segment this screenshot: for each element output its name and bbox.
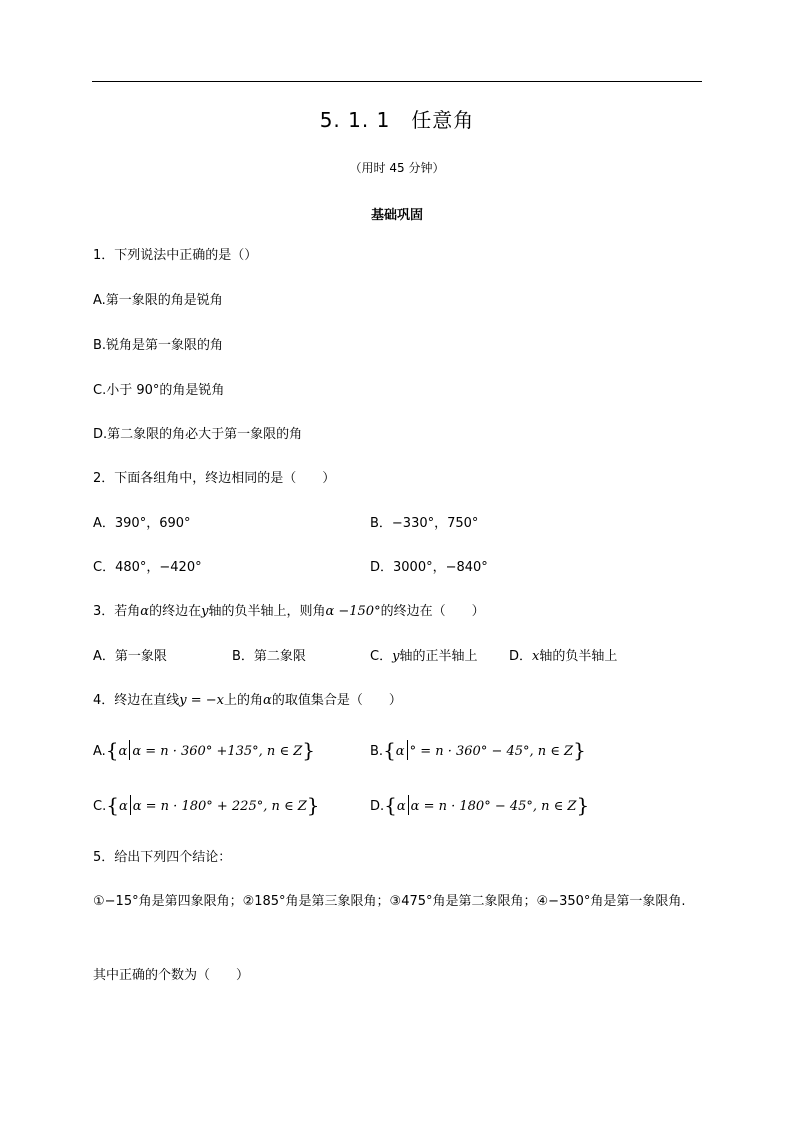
q2-option-d: D．3000°，−840° — [370, 560, 488, 575]
q5-statements: ①−15°角是第四象限角；②185°角是第三象限角；③475°角是第二象限角；④−350°角是第一象限角. — [93, 894, 686, 909]
right-brace: } — [576, 793, 590, 817]
q3-option-c — [370, 648, 477, 666]
q3-stem — [93, 603, 485, 621]
left-brace: { — [384, 793, 397, 817]
q4-option-c-label: C. — [93, 799, 107, 814]
set-variable: α — [118, 799, 128, 814]
q3-y: y — [201, 604, 209, 619]
q3-option-d-text: 轴的负半轴上 — [539, 649, 618, 664]
page-title: 5. 1. 1 任意角 — [319, 108, 475, 132]
q1-option-a: A.第一象限的角是锐角 — [93, 293, 223, 308]
q4-stem-part1: 4．终边在直线 — [93, 693, 180, 708]
q4-option-c — [93, 795, 320, 816]
q1-option-d: D.第二象限的角必大于第一象限的角 — [93, 427, 303, 442]
left-brace: { — [106, 793, 119, 817]
q3-option-c-prefix: C． — [370, 649, 393, 664]
set-bar — [408, 795, 409, 815]
q3-stem-part1: 3．若角 — [93, 604, 141, 619]
q4-option-b — [370, 740, 586, 761]
q4-option-a — [93, 740, 315, 761]
q4-option-c-set: α = n · 180° + 225°, n ∈ Z — [132, 799, 307, 814]
q4-stem — [93, 692, 402, 710]
q1-stem: 1．下列说法中正确的是（） — [93, 248, 258, 263]
q2-option-b: B．−330°，750° — [370, 516, 479, 531]
set-bar — [129, 740, 130, 760]
q5-ask: 其中正确的个数为（ ） — [93, 968, 250, 983]
section-heading: 基础巩固 — [370, 208, 423, 223]
right-brace: } — [306, 793, 320, 817]
left-brace: { — [105, 738, 119, 762]
q2-option-a: A．390°，690° — [93, 516, 191, 531]
set-variable: α — [395, 744, 405, 759]
q3-option-d-prefix: D． — [509, 649, 533, 664]
time-note: （用时 45 分钟） — [349, 161, 445, 175]
q3-alpha: α — [140, 604, 150, 619]
set-bar — [130, 795, 131, 815]
set-variable: α — [396, 799, 406, 814]
q4-option-b-set: ° = n · 360° − 45°, n ∈ Z — [409, 744, 574, 759]
q3-option-b: B．第二象限 — [232, 649, 306, 664]
q4-option-a-label: A. — [93, 744, 106, 759]
set-variable: α — [118, 744, 128, 759]
q2-stem: 2．下面各组角中，终边相同的是（ ） — [93, 471, 336, 486]
q2-option-c: C．480°，−420° — [93, 560, 202, 575]
q3-stem-part3: 轴的负半轴上，则角 — [208, 604, 326, 619]
q3-expr: α −150° — [325, 604, 381, 619]
q4-stem-part2: 上的角 — [224, 693, 264, 708]
right-brace: } — [302, 738, 315, 762]
q3-stem-part4: 的终边在（ ） — [380, 604, 485, 619]
q3-option-c-text: 轴的正半轴上 — [399, 649, 478, 664]
q3-option-d — [509, 648, 617, 666]
q5-stem: 5．给出下列四个结论： — [93, 850, 232, 865]
header-rule — [92, 81, 702, 82]
q1-option-b: B.锐角是第一象限的角 — [93, 338, 224, 353]
q3-option-a: A．第一象限 — [93, 649, 167, 664]
right-brace: } — [573, 738, 586, 762]
q4-line-eq: y = −x — [179, 693, 225, 708]
q4-option-d-label: D. — [370, 799, 385, 814]
q4-stem-part3: 的取值集合是（ ） — [271, 693, 402, 708]
q3-stem-part2: 的终边在 — [149, 604, 202, 619]
left-brace: { — [383, 738, 396, 762]
q4-option-d — [370, 795, 589, 816]
set-bar — [407, 740, 408, 760]
q4-option-b-label: B. — [370, 744, 384, 759]
q1-option-c: C.小于 90°的角是锐角 — [93, 383, 225, 398]
q4-alpha: α — [263, 693, 272, 708]
q3-option-d-x: x — [532, 649, 540, 664]
q4-option-a-set: α = n · 360° +135°, n ∈ Z — [132, 744, 303, 759]
q3-option-c-y: y — [392, 649, 400, 664]
q4-option-d-set: α = n · 180° − 45°, n ∈ Z — [410, 799, 577, 814]
